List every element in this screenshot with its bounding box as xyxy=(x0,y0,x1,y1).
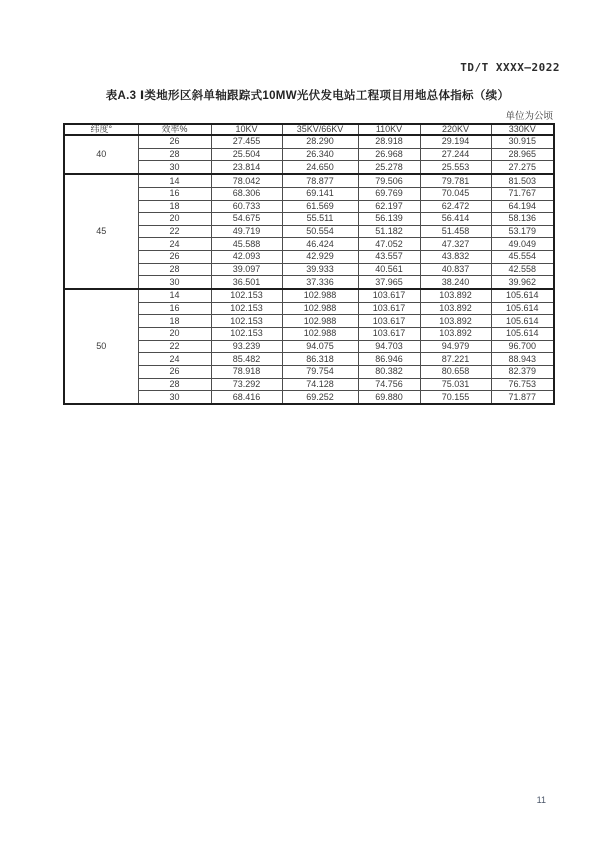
table-row xyxy=(64,225,554,238)
value-cell: 40.561 xyxy=(358,263,420,276)
value-cell: 103.617 xyxy=(358,289,420,302)
efficiency-cell: 24 xyxy=(138,238,211,251)
table-row xyxy=(64,148,554,161)
value-cell: 62.472 xyxy=(420,200,491,213)
value-cell: 62.197 xyxy=(358,200,420,213)
value-cell: 103.617 xyxy=(358,328,420,341)
efficiency-cell: 14 xyxy=(138,289,211,302)
col-header-35kv-66kv: 35KV/66KV xyxy=(282,124,358,135)
value-cell: 74.128 xyxy=(282,378,358,391)
efficiency-cell: 20 xyxy=(138,213,211,226)
value-cell: 79.506 xyxy=(358,174,420,187)
value-cell: 76.753 xyxy=(491,378,554,391)
latitude-cell: 40 xyxy=(64,135,138,174)
value-cell: 69.769 xyxy=(358,187,420,200)
table-row xyxy=(64,238,554,251)
efficiency-cell: 14 xyxy=(138,174,211,187)
efficiency-cell: 30 xyxy=(138,276,211,289)
table-row xyxy=(64,200,554,213)
value-cell: 45.588 xyxy=(211,238,282,251)
value-cell: 37.965 xyxy=(358,276,420,289)
value-cell: 102.153 xyxy=(211,328,282,341)
value-cell: 39.097 xyxy=(211,263,282,276)
value-cell: 39.933 xyxy=(282,263,358,276)
value-cell: 49.719 xyxy=(211,225,282,238)
col-header-10kv: 10KV xyxy=(211,124,282,135)
value-cell: 86.318 xyxy=(282,353,358,366)
value-cell: 55.511 xyxy=(282,213,358,226)
value-cell: 29.194 xyxy=(420,135,491,148)
value-cell: 68.306 xyxy=(211,187,282,200)
value-cell: 94.979 xyxy=(420,340,491,353)
value-cell: 69.252 xyxy=(282,391,358,404)
value-cell: 56.414 xyxy=(420,213,491,226)
value-cell: 102.153 xyxy=(211,302,282,315)
table-row xyxy=(64,263,554,276)
value-cell: 25.553 xyxy=(420,161,491,174)
value-cell: 103.617 xyxy=(358,302,420,315)
value-cell: 23.814 xyxy=(211,161,282,174)
value-cell: 39.962 xyxy=(491,276,554,289)
table-row xyxy=(64,340,554,353)
value-cell: 102.988 xyxy=(282,302,358,315)
efficiency-cell: 26 xyxy=(138,251,211,264)
table-header-row xyxy=(64,124,554,135)
table-row xyxy=(64,328,554,341)
value-cell: 86.946 xyxy=(358,353,420,366)
value-cell: 28.918 xyxy=(358,135,420,148)
value-cell: 103.892 xyxy=(420,302,491,315)
col-header-efficiency: 效率% xyxy=(138,124,211,135)
table-row xyxy=(64,302,554,315)
value-cell: 78.918 xyxy=(211,365,282,378)
value-cell: 68.416 xyxy=(211,391,282,404)
table-row xyxy=(64,315,554,328)
value-cell: 103.892 xyxy=(420,315,491,328)
value-cell: 102.153 xyxy=(211,289,282,302)
col-header-latitude: 纬度° xyxy=(64,124,138,135)
value-cell: 78.042 xyxy=(211,174,282,187)
land-use-index-table xyxy=(63,123,553,405)
value-cell: 71.877 xyxy=(491,391,554,404)
value-cell: 96.700 xyxy=(491,340,554,353)
table-row xyxy=(64,187,554,200)
value-cell: 38.240 xyxy=(420,276,491,289)
col-header-110kv: 110KV xyxy=(358,124,420,135)
table-row xyxy=(64,353,554,366)
value-cell: 105.614 xyxy=(491,315,554,328)
value-cell: 71.767 xyxy=(491,187,554,200)
value-cell: 43.832 xyxy=(420,251,491,264)
col-header-330kv: 330KV xyxy=(491,124,554,135)
value-cell: 27.244 xyxy=(420,148,491,161)
value-cell: 37.336 xyxy=(282,276,358,289)
efficiency-cell: 26 xyxy=(138,135,211,148)
table-row xyxy=(64,365,554,378)
value-cell: 79.781 xyxy=(420,174,491,187)
table-body xyxy=(64,135,554,404)
value-cell: 60.733 xyxy=(211,200,282,213)
value-cell: 75.031 xyxy=(420,378,491,391)
value-cell: 27.275 xyxy=(491,161,554,174)
value-cell: 42.093 xyxy=(211,251,282,264)
data-table xyxy=(63,123,555,405)
efficiency-cell: 28 xyxy=(138,378,211,391)
value-cell: 51.182 xyxy=(358,225,420,238)
value-cell: 25.278 xyxy=(358,161,420,174)
value-cell: 61.569 xyxy=(282,200,358,213)
table-title: 表A.3 Ⅰ类地形区斜单轴跟踪式10MW光伏发电站工程项目用地总体指标（续） xyxy=(105,90,510,102)
efficiency-cell: 18 xyxy=(138,200,211,213)
value-cell: 85.482 xyxy=(211,353,282,366)
value-cell: 26.968 xyxy=(358,148,420,161)
value-cell: 42.558 xyxy=(491,263,554,276)
value-cell: 78.877 xyxy=(282,174,358,187)
value-cell: 42.929 xyxy=(282,251,358,264)
value-cell: 74.756 xyxy=(358,378,420,391)
value-cell: 102.988 xyxy=(282,289,358,302)
efficiency-cell: 28 xyxy=(138,148,211,161)
value-cell: 102.153 xyxy=(211,315,282,328)
value-cell: 70.045 xyxy=(420,187,491,200)
efficiency-cell: 26 xyxy=(138,365,211,378)
table-row xyxy=(64,213,554,226)
value-cell: 28.965 xyxy=(491,148,554,161)
table-row xyxy=(64,174,554,187)
value-cell: 102.988 xyxy=(282,315,358,328)
value-cell: 27.455 xyxy=(211,135,282,148)
efficiency-cell: 22 xyxy=(138,225,211,238)
value-cell: 93.239 xyxy=(211,340,282,353)
value-cell: 56.139 xyxy=(358,213,420,226)
value-cell: 53.179 xyxy=(491,225,554,238)
efficiency-cell: 22 xyxy=(138,340,211,353)
unit-note: 单位为公顷 xyxy=(505,111,553,122)
value-cell: 105.614 xyxy=(491,302,554,315)
value-cell: 79.754 xyxy=(282,365,358,378)
table-row xyxy=(64,161,554,174)
efficiency-cell: 24 xyxy=(138,353,211,366)
page-number: 11 xyxy=(536,795,546,805)
efficiency-cell: 20 xyxy=(138,328,211,341)
table-row xyxy=(64,378,554,391)
value-cell: 28.290 xyxy=(282,135,358,148)
efficiency-cell: 30 xyxy=(138,161,211,174)
value-cell: 70.155 xyxy=(420,391,491,404)
value-cell: 103.617 xyxy=(358,315,420,328)
value-cell: 43.557 xyxy=(358,251,420,264)
value-cell: 49.049 xyxy=(491,238,554,251)
value-cell: 47.052 xyxy=(358,238,420,251)
table-row xyxy=(64,251,554,264)
value-cell: 40.837 xyxy=(420,263,491,276)
value-cell: 73.292 xyxy=(211,378,282,391)
value-cell: 46.424 xyxy=(282,238,358,251)
table-row xyxy=(64,276,554,289)
value-cell: 103.892 xyxy=(420,289,491,302)
value-cell: 25.504 xyxy=(211,148,282,161)
value-cell: 69.141 xyxy=(282,187,358,200)
table-row xyxy=(64,135,554,148)
value-cell: 105.614 xyxy=(491,289,554,302)
value-cell: 36.501 xyxy=(211,276,282,289)
efficiency-cell: 16 xyxy=(138,187,211,200)
efficiency-cell: 18 xyxy=(138,315,211,328)
value-cell: 26.340 xyxy=(282,148,358,161)
value-cell: 87.221 xyxy=(420,353,491,366)
value-cell: 80.658 xyxy=(420,365,491,378)
value-cell: 94.703 xyxy=(358,340,420,353)
value-cell: 54.675 xyxy=(211,213,282,226)
value-cell: 64.194 xyxy=(491,200,554,213)
value-cell: 24.650 xyxy=(282,161,358,174)
value-cell: 47.327 xyxy=(420,238,491,251)
value-cell: 69.880 xyxy=(358,391,420,404)
efficiency-cell: 28 xyxy=(138,263,211,276)
value-cell: 105.614 xyxy=(491,328,554,341)
table-row xyxy=(64,391,554,404)
value-cell: 45.554 xyxy=(491,251,554,264)
efficiency-cell: 30 xyxy=(138,391,211,404)
table-row xyxy=(64,289,554,302)
value-cell: 58.136 xyxy=(491,213,554,226)
value-cell: 82.379 xyxy=(491,365,554,378)
col-header-220kv: 220KV xyxy=(420,124,491,135)
value-cell: 50.554 xyxy=(282,225,358,238)
value-cell: 80.382 xyxy=(358,365,420,378)
value-cell: 94.075 xyxy=(282,340,358,353)
efficiency-cell: 16 xyxy=(138,302,211,315)
value-cell: 51.458 xyxy=(420,225,491,238)
value-cell: 30.915 xyxy=(491,135,554,148)
value-cell: 81.503 xyxy=(491,174,554,187)
latitude-cell: 45 xyxy=(64,174,138,289)
value-cell: 103.892 xyxy=(420,328,491,341)
latitude-cell: 50 xyxy=(64,289,138,404)
document-code: TD/T XXXX—2022 xyxy=(460,61,560,74)
value-cell: 102.988 xyxy=(282,328,358,341)
value-cell: 88.943 xyxy=(491,353,554,366)
